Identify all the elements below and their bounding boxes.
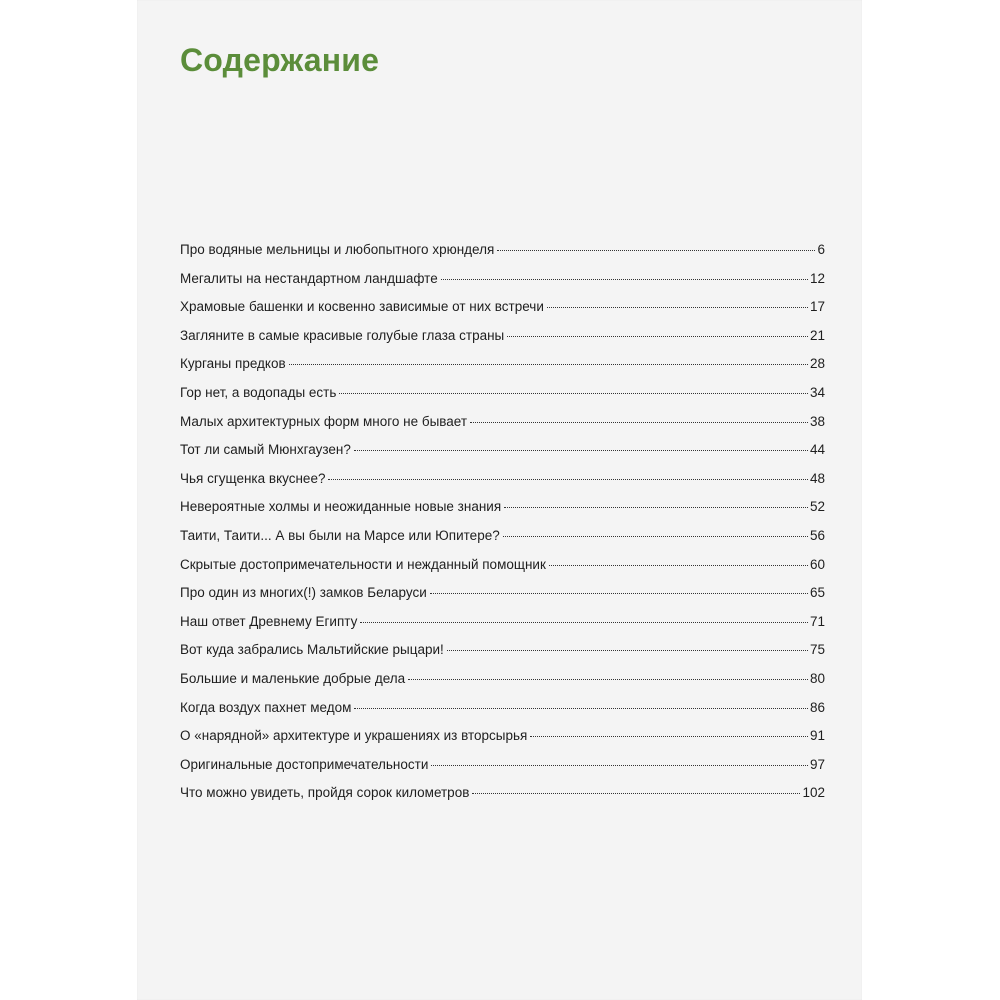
toc-entry-page-number: 12 bbox=[809, 270, 825, 286]
toc-entry bbox=[180, 785, 825, 814]
toc-entry bbox=[180, 328, 825, 357]
toc-entry-title: Что можно увидеть, пройдя сорок километров bbox=[180, 785, 470, 801]
dot-leader bbox=[447, 650, 808, 651]
toc-entry-title: Храмовые башенки и косвенно зависимые от них встречи bbox=[180, 299, 544, 315]
toc-entry-page-number: 21 bbox=[809, 327, 825, 343]
toc-entry-title: Таити, Таити... А вы были на Марсе или Юпитере? bbox=[180, 527, 500, 543]
toc-entry-title: Невероятные холмы и неожиданные новые знания bbox=[180, 499, 502, 515]
toc-entry-page-number: 102 bbox=[802, 785, 825, 801]
dot-leader bbox=[430, 593, 808, 594]
toc-entry bbox=[180, 442, 825, 471]
dot-leader bbox=[360, 622, 808, 623]
toc-entry-page-number: 17 bbox=[809, 299, 825, 315]
toc-entry-page-number: 60 bbox=[809, 556, 825, 572]
toc-entry-title: Оригинальные достопримечательности bbox=[180, 756, 429, 772]
toc-entry-page-number: 34 bbox=[809, 384, 825, 400]
toc-entry-title: Вот куда забрались Мальтийские рыцари! bbox=[180, 642, 444, 658]
toc-entry-page-number: 38 bbox=[809, 413, 825, 429]
toc-entry-title: Наш ответ Древнему Египту bbox=[180, 613, 358, 629]
dot-leader bbox=[503, 536, 808, 537]
toc-entry-page-number: 56 bbox=[809, 527, 825, 543]
toc-entry bbox=[180, 642, 825, 671]
toc-entry bbox=[180, 614, 825, 643]
dot-leader bbox=[431, 765, 808, 766]
dot-leader bbox=[470, 422, 808, 423]
toc-entry-title: Тот ли самый Мюнхгаузен? bbox=[180, 442, 351, 458]
toc-entry-page-number: 91 bbox=[809, 728, 825, 744]
toc-entry bbox=[180, 757, 825, 786]
dot-leader bbox=[289, 364, 808, 365]
dot-leader bbox=[354, 450, 808, 451]
toc-entry-title: Мегалиты на нестандартном ландшафте bbox=[180, 270, 438, 286]
toc-entry-title: Гор нет, а водопады есть bbox=[180, 384, 337, 400]
toc-entry-title: Малых архитектурных форм много не бывает bbox=[180, 413, 468, 429]
toc-entry-title: Скрытые достопримечательности и нежданный помощник bbox=[180, 556, 546, 572]
toc-entry-title: Курганы предков bbox=[180, 356, 286, 372]
toc-entry bbox=[180, 271, 825, 300]
dot-leader bbox=[328, 479, 808, 480]
toc-entry-title: О «нарядной» архитектуре и украшениях из вторсырья bbox=[180, 728, 528, 744]
toc-entry bbox=[180, 299, 825, 328]
toc-entry-title: Загляните в самые красивые голубые глаза страны bbox=[180, 327, 505, 343]
toc-entry bbox=[180, 385, 825, 414]
dot-leader bbox=[354, 708, 808, 709]
page-title: Содержание bbox=[180, 42, 380, 78]
toc-entry-page-number: 44 bbox=[809, 442, 825, 458]
toc-entry-page-number: 80 bbox=[809, 670, 825, 686]
toc-entry-page-number: 75 bbox=[809, 642, 825, 658]
toc-entry bbox=[180, 242, 825, 271]
toc-entry bbox=[180, 671, 825, 700]
toc-entry bbox=[180, 728, 825, 757]
toc-entry-page-number: 6 bbox=[817, 242, 825, 257]
toc-entry-title: Когда воздух пахнет медом bbox=[180, 699, 352, 715]
toc-entry bbox=[180, 557, 825, 586]
dot-leader bbox=[339, 393, 808, 394]
toc-entry bbox=[180, 356, 825, 385]
toc-entry-title: Большие и маленькие добрые дела bbox=[180, 670, 406, 686]
toc-entry-page-number: 65 bbox=[809, 585, 825, 601]
book-page bbox=[137, 0, 862, 1000]
toc-entry bbox=[180, 528, 825, 557]
toc-entry bbox=[180, 414, 825, 443]
toc-entry-page-number: 71 bbox=[809, 613, 825, 629]
toc-entry-page-number: 86 bbox=[809, 699, 825, 715]
dot-leader bbox=[507, 336, 808, 337]
toc-entry bbox=[180, 499, 825, 528]
dot-leader bbox=[530, 736, 808, 737]
toc-entry-page-number: 52 bbox=[809, 499, 825, 515]
toc-entry bbox=[180, 700, 825, 729]
toc-entry-title: Про водяные мельницы и любопытного хрюнделя bbox=[180, 242, 495, 257]
dot-leader bbox=[472, 793, 800, 794]
dot-leader bbox=[441, 279, 808, 280]
table-of-contents bbox=[180, 242, 825, 814]
toc-entry-page-number: 97 bbox=[809, 756, 825, 772]
toc-entry-title: Про один из многих(!) замков Беларуси bbox=[180, 585, 427, 601]
dot-leader bbox=[504, 507, 808, 508]
toc-entry bbox=[180, 471, 825, 500]
dot-leader bbox=[547, 307, 808, 308]
toc-entry-title: Чья сгущенка вкуснее? bbox=[180, 470, 326, 486]
toc-entry bbox=[180, 585, 825, 614]
dot-leader bbox=[549, 565, 808, 566]
dot-leader bbox=[497, 250, 815, 251]
dot-leader bbox=[408, 679, 808, 680]
toc-entry-page-number: 28 bbox=[809, 356, 825, 372]
toc-entry-page-number: 48 bbox=[809, 470, 825, 486]
